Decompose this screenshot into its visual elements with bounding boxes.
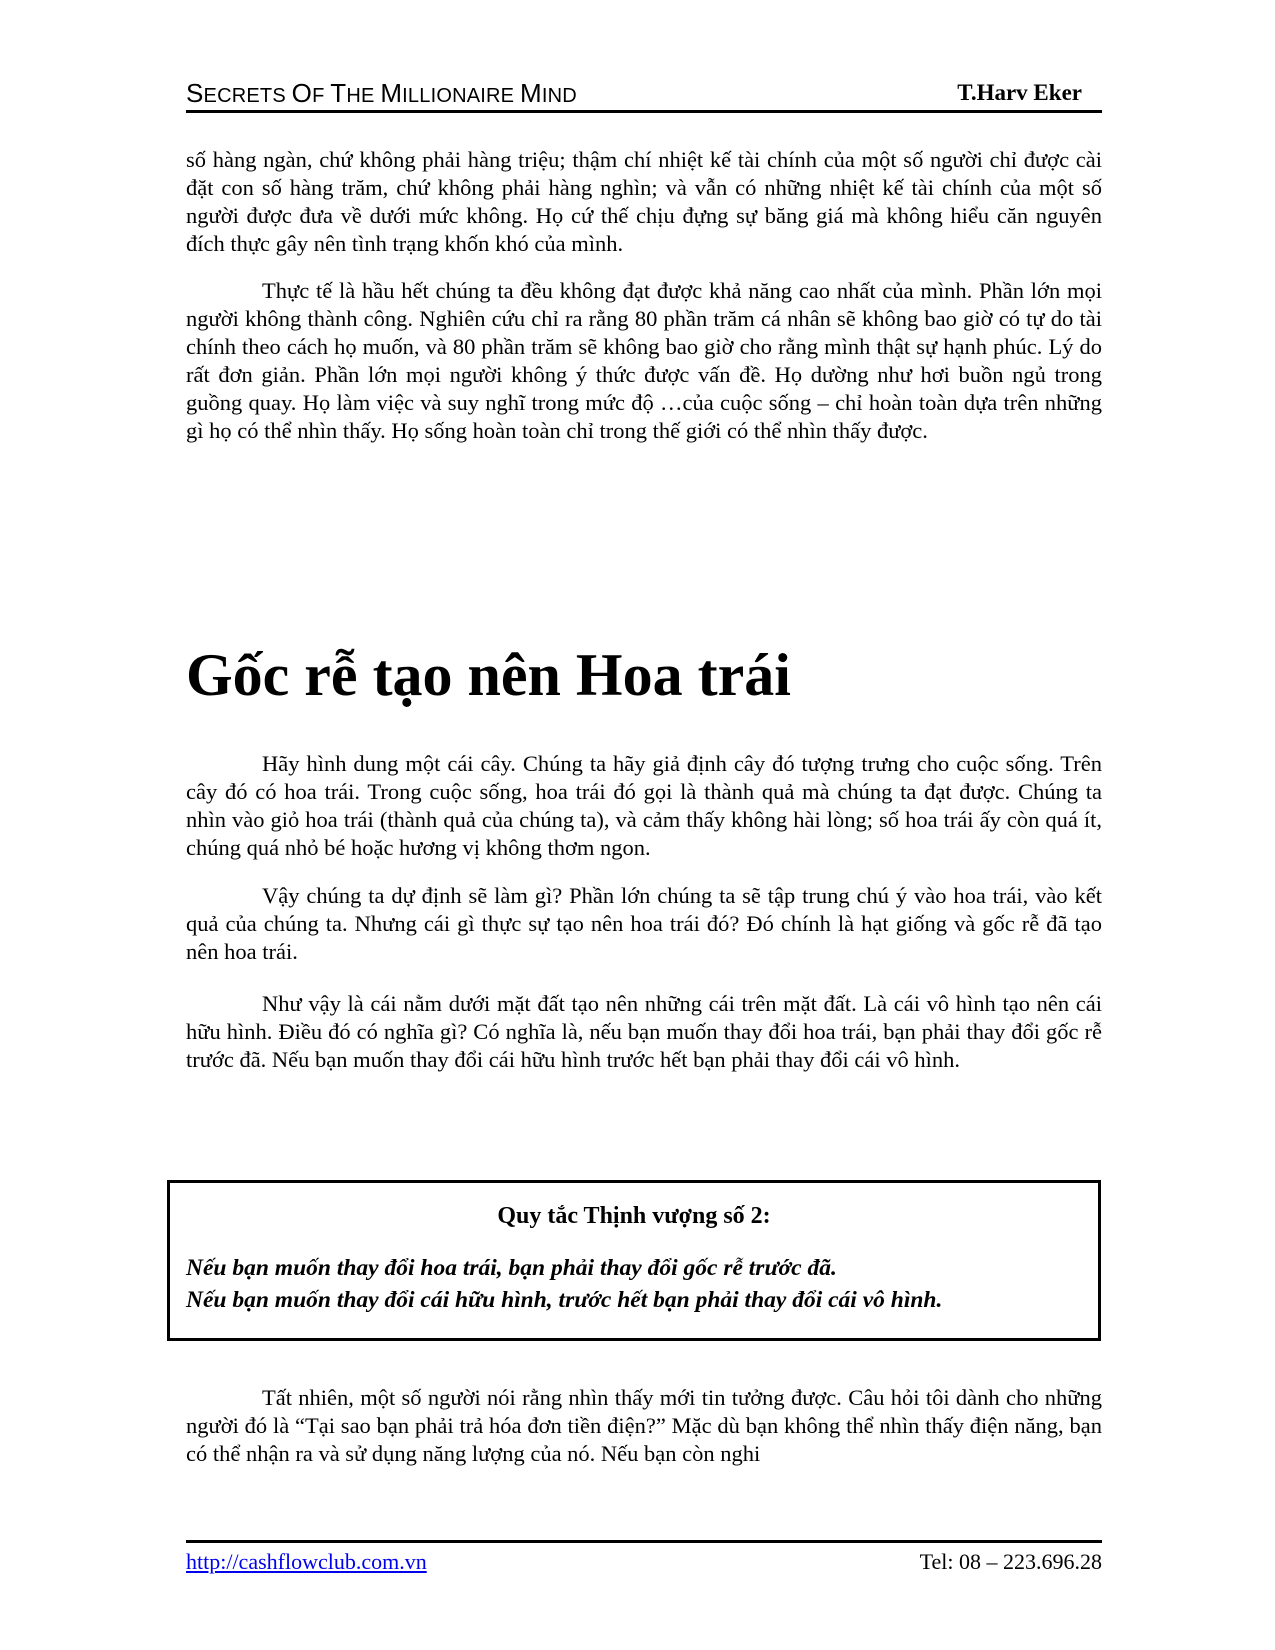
page-header xyxy=(186,76,1102,113)
phone-number: Tel: 08 – 223.696.28 xyxy=(919,1549,1102,1574)
paragraph-4: Vậy chúng ta dự định sẽ làm gì? Phần lớn chúng ta sẽ tập trung chú ý vào hoa trái, vào kết quả của chúng ta. Nhưng cái gì thực sự tạo nên hoa trái đó? Đó chính là hạt giống và gốc rễ đã tạo nên hoa trái. xyxy=(186,883,1102,964)
rule-box xyxy=(167,1180,1101,1341)
paragraph-6: Tất nhiên, một số người nói rằng nhìn thấy mới tin tưởng được. Câu hỏi tôi dành cho những người đó là “Tại sao bạn phải trả hóa đơn tiền điện?” Mặc dù bạn không thể nhìn thấy điện năng, bạn có thể nhận ra và sử dụng năng lượng của nó. Nếu bạn còn nghi xyxy=(186,1385,1102,1466)
title-word: SECRETS xyxy=(186,78,292,108)
book-title xyxy=(186,78,577,109)
paragraph-2: Thực tế là hầu hết chúng ta đều không đạt được khả năng cao nhất của mình. Phần lớn mọi người không thành công. Nghiên cứu chỉ ra rằng 80 phần trăm cá nhân sẽ không bao giờ có tự do tài chính theo cách họ muốn, và 80 phần trăm sẽ không bao giờ cho rằng mình thật sự hạnh phúc. Lý do rất đơn giản. Phần lớn mọi người không ý thức được vấn đề. Họ dường như hơi buồn ngủ trong guồng quay. Họ làm việc và suy nghĩ trong mức độ …của cuộc sống – chỉ hoàn toàn dựa trên những gì họ có thể nhìn thấy. Họ sống hoàn toàn chỉ trong thế giới có thể nhìn thấy được. xyxy=(186,278,1102,443)
chapter-title: Gốc rễ tạo nên Hoa trái xyxy=(186,642,791,708)
rule-line-2: Nếu bạn muốn thay đổi cái hữu hình, trước hết bạn phải thay đổi cái vô hình. xyxy=(186,1287,943,1313)
paragraph-1: số hàng ngàn, chứ không phải hàng triệu; thậm chí nhiệt kế tài chính của một số người chỉ được cài đặt con số hàng trăm, chứ không phải hàng nghìn; và vẫn có những nhiệt kế tài chính của một số người được đưa về dưới mức không. Họ cứ thế chịu đựng sự băng giá mà không hiểu căn nguyên đích thực gây nên tình trạng khốn khó của mình. xyxy=(186,147,1102,256)
paragraph-5: Như vậy là cái nằm dưới mặt đất tạo nên những cái trên mặt đất. Là cái vô hình tạo nên cái hữu hình. Điều đó có nghĩa gì? Có nghĩa là, nếu bạn muốn thay đổi hoa trái, bạn phải thay đổi gốc rễ trước đã. Nếu bạn muốn thay đổi cái hữu hình trước hết bạn phải thay đổi cái vô hình. xyxy=(186,991,1102,1072)
title-word: MIND xyxy=(519,78,577,108)
paragraph-3: Hãy hình dung một cái cây. Chúng ta hãy giả định cây đó tượng trưng cho cuộc sống. Trên cây đó có hoa trái. Trong cuộc sống, hoa trái đó gọi là thành quả mà chúng ta đạt được. Chúng ta nhìn vào giỏ hoa trái (thành quả của chúng ta), và cảm thấy không hài lòng; số hoa trái ấy còn quá ít, chúng quá nhỏ bé hoặc hương vị không thơm ngon. xyxy=(186,751,1102,860)
rule-line-1: Nếu bạn muốn thay đổi hoa trái, bạn phải thay đổi gốc rễ trước đã. xyxy=(186,1255,837,1281)
title-word: MILLIONAIRE xyxy=(380,78,520,108)
author-name: T.Harv Eker xyxy=(957,80,1082,105)
title-word: OF xyxy=(291,78,331,108)
page-footer xyxy=(186,1540,1102,1593)
rule-heading: Quy tắc Thịnh vượng số 2: xyxy=(497,1203,771,1229)
title-word: THE xyxy=(330,78,381,108)
website-link[interactable]: http://cashflowclub.com.vn xyxy=(186,1549,427,1574)
